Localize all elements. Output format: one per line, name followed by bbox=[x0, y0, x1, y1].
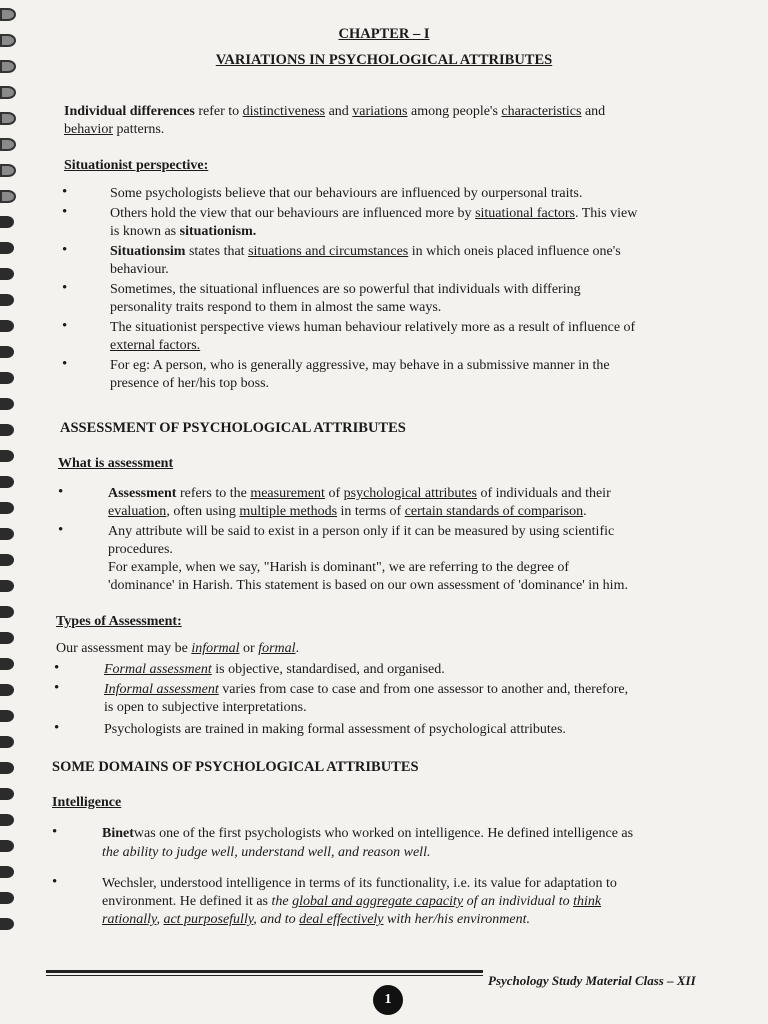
binding-ring bbox=[0, 242, 14, 254]
intelligence-bullet-2: Wechsler, understood intelligence in terms of its functionality, i.e. its value for adaptation to bbox=[102, 876, 617, 891]
types-bullet-1 bbox=[104, 662, 445, 678]
footer-rule bbox=[46, 970, 483, 973]
term: behavior bbox=[64, 122, 113, 137]
binding-ring bbox=[0, 320, 14, 332]
binding-ring bbox=[0, 684, 14, 696]
situationist-bullet-2 bbox=[110, 206, 637, 222]
binding-ring bbox=[0, 632, 14, 644]
binding-ring bbox=[0, 606, 14, 618]
text: of an individual to bbox=[463, 894, 574, 909]
binding-ring bbox=[0, 8, 16, 21]
spiral-binding bbox=[0, 0, 24, 1024]
intelligence-heading: Intelligence bbox=[52, 795, 122, 810]
term: situations and circumstances bbox=[248, 244, 409, 259]
binding-ring bbox=[0, 216, 14, 228]
binding-ring bbox=[0, 86, 16, 99]
assessment-bullet-1 bbox=[108, 486, 611, 502]
term: Formal assessment bbox=[104, 662, 212, 677]
types-bullet-2 bbox=[104, 682, 628, 698]
binding-ring bbox=[0, 502, 14, 514]
chapter-title: VARIATIONS IN PSYCHOLOGICAL ATTRIBUTES bbox=[215, 52, 553, 68]
text: of bbox=[324, 486, 344, 501]
binding-ring bbox=[0, 866, 14, 878]
text: environment. He defined it as bbox=[102, 894, 272, 909]
term: multiple methods bbox=[239, 504, 338, 519]
binding-ring bbox=[0, 346, 14, 358]
binding-ring bbox=[0, 736, 14, 748]
term-individual-differences: Individual differences bbox=[64, 104, 195, 119]
intro-line-2 bbox=[64, 122, 164, 138]
text: the bbox=[271, 894, 293, 909]
text: refers to the bbox=[176, 486, 251, 501]
term: measurement bbox=[250, 486, 325, 501]
types-bullet-3: Psychologists are trained in making formal assessment of psychological attributes. bbox=[104, 722, 566, 737]
bullet: • bbox=[62, 280, 68, 296]
term: situational factors bbox=[475, 206, 575, 221]
intelligence-bullet-1-cont: the ability to judge well, understand well, and reason well. bbox=[102, 845, 431, 860]
term: variations bbox=[352, 104, 408, 119]
text: or bbox=[239, 641, 259, 656]
situationist-bullet-1: Some psychologists believe that our behaviours are influenced by ourpersonal traits. bbox=[110, 186, 583, 201]
types-heading: Types of Assessment: bbox=[56, 614, 182, 629]
term-binet: Binet bbox=[102, 826, 134, 841]
binding-ring bbox=[0, 710, 14, 722]
situationist-bullet-3-cont: behaviour. bbox=[110, 262, 169, 277]
text: in terms of bbox=[337, 504, 405, 519]
text: and bbox=[325, 104, 353, 119]
binding-ring bbox=[0, 424, 14, 436]
situationist-bullet-5: The situationist perspective views human behaviour relatively more as a result of influence of bbox=[110, 320, 636, 335]
term: psychological attributes bbox=[343, 486, 477, 501]
situationist-bullet-5-cont: external factors. bbox=[110, 338, 201, 353]
text: , often using bbox=[166, 504, 240, 519]
text: varies from case to case and from one assessor to another and, therefore, bbox=[218, 682, 629, 697]
binding-ring bbox=[0, 918, 14, 930]
bullet: • bbox=[58, 522, 64, 538]
text: of individuals and their bbox=[476, 486, 611, 501]
text: is objective, standardised, and organised. bbox=[211, 662, 445, 677]
bullet: • bbox=[62, 356, 68, 372]
text: and bbox=[581, 104, 606, 119]
text: among people's bbox=[407, 104, 502, 119]
text: , and to bbox=[253, 912, 300, 927]
binding-ring bbox=[0, 580, 14, 592]
text: with her/his environment. bbox=[383, 912, 530, 927]
binding-ring bbox=[0, 788, 14, 800]
text: . This view bbox=[574, 206, 638, 221]
term: think bbox=[573, 894, 602, 909]
situationist-bullet-4-cont: personality traits respond to them in almost the same ways. bbox=[110, 300, 442, 315]
binding-ring bbox=[0, 398, 14, 410]
situationist-bullet-6: For eg: A person, who is generally aggressive, may behave in a submissive manner in the bbox=[110, 358, 610, 373]
text: , bbox=[156, 912, 164, 927]
intelligence-bullet-1 bbox=[102, 826, 633, 842]
types-intro bbox=[56, 641, 299, 657]
intro-line-1 bbox=[64, 104, 728, 120]
assessment-bullet-2: Any attribute will be said to exist in a person only if it can be measured by using scientific bbox=[108, 524, 615, 539]
text: . bbox=[583, 504, 587, 519]
types-bullet-2-cont: is open to subjective interpretations. bbox=[104, 700, 307, 715]
binding-ring bbox=[0, 814, 14, 826]
footer-text: Psychology Study Material Class – XII bbox=[488, 973, 696, 988]
term: act purposefully bbox=[163, 912, 254, 927]
text: patterns. bbox=[112, 122, 165, 137]
situationist-bullet-4: Sometimes, the situational influences are so powerful that individuals with differing bbox=[110, 282, 581, 297]
text: Our assessment may be bbox=[56, 641, 192, 656]
bullet: • bbox=[54, 660, 60, 676]
assessment-heading: ASSESSMENT OF PSYCHOLOGICAL ATTRIBUTES bbox=[60, 420, 406, 436]
text: in which oneis placed influence one's bbox=[408, 244, 621, 259]
footer-rule-thin bbox=[46, 975, 483, 976]
situationist-heading: Situationist perspective: bbox=[64, 158, 209, 173]
bullet: • bbox=[52, 824, 58, 840]
binding-ring bbox=[0, 112, 16, 125]
what-is-assessment-heading: What is assessment bbox=[58, 456, 174, 471]
text: . bbox=[295, 641, 300, 656]
binding-ring bbox=[0, 658, 14, 670]
binding-ring bbox=[0, 892, 14, 904]
term: Informal assessment bbox=[104, 682, 219, 697]
term: characteristics bbox=[501, 104, 582, 119]
text: was one of the first psychologists who worked on intelligence. He defined intelligence as bbox=[133, 826, 634, 841]
binding-ring bbox=[0, 476, 14, 488]
term: distinctiveness bbox=[242, 104, 326, 119]
chapter-label: CHAPTER – I bbox=[338, 26, 430, 42]
term: global and aggregate capacity bbox=[292, 894, 464, 909]
term: certain standards of comparison bbox=[404, 504, 584, 519]
domains-heading: SOME DOMAINS OF PSYCHOLOGICAL ATTRIBUTES bbox=[52, 759, 419, 775]
text: Others hold the view that our behaviours are influenced more by bbox=[110, 206, 476, 221]
bullet: • bbox=[62, 318, 68, 334]
text: states that bbox=[185, 244, 249, 259]
assessment-bullet-1-cont bbox=[108, 504, 587, 520]
situationist-bullet-6-cont: presence of her/his top boss. bbox=[110, 376, 270, 391]
binding-ring bbox=[0, 138, 16, 151]
term: Situationsim bbox=[110, 244, 186, 259]
term: rationally bbox=[102, 912, 157, 927]
situationist-bullet-2-cont bbox=[110, 224, 256, 240]
binding-ring bbox=[0, 268, 14, 280]
assessment-example-cont: 'dominance' in Harish. This statement is based on our own assessment of 'dominance' in him. bbox=[108, 578, 628, 593]
bullet: • bbox=[52, 874, 58, 890]
page-number: 1 bbox=[373, 985, 403, 1015]
binding-ring bbox=[0, 528, 14, 540]
bullet: • bbox=[62, 242, 68, 258]
text: refer to bbox=[194, 104, 243, 119]
term: Assessment bbox=[108, 486, 177, 501]
intelligence-bullet-2-cont bbox=[102, 894, 601, 910]
binding-ring bbox=[0, 554, 14, 566]
term: evaluation bbox=[108, 504, 167, 519]
term: deal effectively bbox=[299, 912, 384, 927]
assessment-bullet-2-cont: procedures. bbox=[108, 542, 173, 557]
binding-ring bbox=[0, 190, 16, 203]
binding-ring bbox=[0, 164, 16, 177]
term-situationism: situationism. bbox=[179, 224, 257, 239]
term: informal bbox=[191, 641, 240, 656]
assessment-example: For example, when we say, "Harish is dominant", we are referring to the degree of bbox=[108, 560, 570, 575]
binding-ring bbox=[0, 294, 14, 306]
bullet: • bbox=[58, 484, 64, 500]
term: formal bbox=[258, 641, 296, 656]
binding-ring bbox=[0, 450, 14, 462]
bullet: • bbox=[62, 204, 68, 220]
binding-ring bbox=[0, 372, 14, 384]
intelligence-bullet-2-cont-2 bbox=[102, 912, 530, 928]
binding-ring bbox=[0, 762, 14, 774]
text: is known as bbox=[110, 224, 180, 239]
bullet: • bbox=[54, 720, 60, 736]
situationist-bullet-3 bbox=[110, 244, 621, 260]
bullet: • bbox=[54, 680, 60, 696]
bullet: • bbox=[62, 184, 68, 200]
binding-ring bbox=[0, 840, 14, 852]
